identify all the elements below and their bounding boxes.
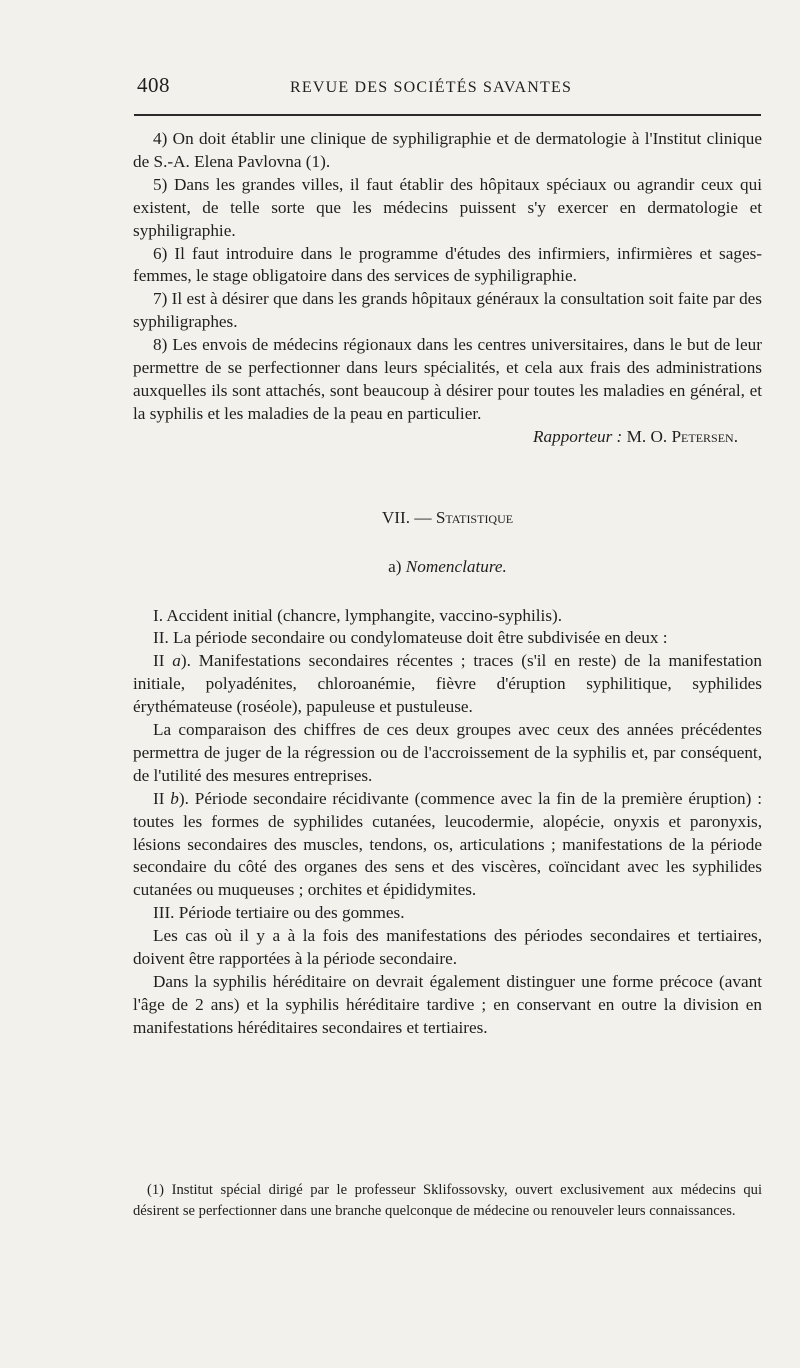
- subsection-letter: a): [388, 556, 402, 576]
- page-number: 408: [137, 73, 170, 97]
- item-i: I. Accident initial (chancre, lymphangite, vaccino-syphilis).: [153, 605, 563, 625]
- rapporteur-signature: [133, 426, 738, 449]
- item-iii: III. Période tertiaire ou des gommes.: [153, 903, 405, 923]
- item-ii-b-prefix: II: [153, 788, 171, 808]
- paragraph-5: 5) Dans les grandes villes, il faut établir des hôpitaux spéciaux ou agrandir ceux qui existent, de telle sorte que les médecins puissent s'y exercer en dermatologie et syphiligraphie.: [133, 174, 762, 240]
- subsection-heading: [133, 556, 762, 579]
- body-text: [133, 128, 762, 1040]
- item-ii-b-text: ). Période secondaire récidivante (commence avec la fin de la première éruption) : toutes les formes de syphilides cutanées, leucodermie, alopécie, onyxis et paronyxis, lésions secondaires des muscles, tendons, os, articulations ; manifestations de la période secondaire du côté des organes des sens et des viscères, coïncidant avec les syphilides cutanées ou muqueuses ; orchites et épididymites.: [133, 788, 762, 900]
- item-ii-a-letter: a: [172, 651, 181, 671]
- section-number: VII. —: [381, 507, 432, 527]
- section-heading: [133, 507, 762, 530]
- comparison-paragraph: La comparaison des chiffres de ces deux groupes avec ceux des années précédentes permettra de juger de la régression ou de l'accroissement de la syphilis et, par conséquent, de l'utilité des mesures entreprises.: [133, 720, 762, 785]
- item-ii-a-text: ). Manifestations secondaires récentes ; traces (s'il en reste) de la manifestation initiale, polyadénites, chloroanémie, fièvre d'éruption syphilitique, syphilides érythémateuse (roséole), papuleuse et pustuleuse.: [133, 651, 762, 717]
- footnote: (1) Institut spécial dirigé par le professeur Sklifossovsky, ouvert exclusivement aux médecins qui désirent se perfectionner dans une branche quelconque de médecine ou renouveler leurs connaissances.: [133, 1182, 762, 1219]
- paragraph-7: 7) Il est à désirer que dans les grands hôpitaux généraux la consultation soit faite par des syphiligraphes.: [133, 289, 762, 332]
- item-ii-a-prefix: II: [153, 651, 173, 671]
- rapporteur-name: M. O. Petersen.: [626, 426, 738, 446]
- paragraph-4: 4) On doit établir une clinique de syphiligraphie et de dermatologie à l'Institut clinique de S.-A. Elena Pavlovna (1).: [133, 129, 762, 171]
- mixed-cases-paragraph: Les cas où il y a à la fois des manifestations des périodes secondaires et tertiaires, doivent être rapportées à la période secondaire.: [133, 926, 762, 969]
- item-ii-b-letter: b: [170, 788, 179, 808]
- item-ii-a: [133, 650, 762, 719]
- paragraph-6: 6) Il faut introduire dans le programme d'études des infirmiers, infirmières et sages-femmes, le stage obligatoire dans des services de syphiligraphie.: [133, 243, 762, 286]
- subsection-title: Nomenclature.: [405, 556, 507, 576]
- header-rule: [134, 114, 761, 116]
- item-ii: II. La période secondaire ou condylomateuse doit être subdivisée en deux :: [153, 628, 668, 648]
- section-title: Statistique: [435, 507, 514, 527]
- item-ii-b: [133, 788, 762, 903]
- hereditary-paragraph: Dans la syphilis héréditaire on devrait également distinguer une forme précoce (avant l'âge de 2 ans) et la syphilis héréditaire tardive ; en conservant en outre la division en manifestations héréditaires secondaires et tertiaires.: [133, 972, 762, 1037]
- paragraph-8: 8) Les envois de médecins régionaux dans les centres universitaires, dans le but de leur permettre de se perfectionner dans leurs spécialités, et cela aux frais des administrations auxquelles ils sont attachés, sont beaucoup à désirer pour toutes les maladies en général, et la syphilis et les maladies de la peau en particulier.: [133, 335, 762, 423]
- footnote-area: [133, 1180, 762, 1221]
- running-title: REVUE DES SOCIÉTÉS SAVANTES: [290, 79, 573, 96]
- rapporteur-label: Rapporteur :: [533, 426, 623, 446]
